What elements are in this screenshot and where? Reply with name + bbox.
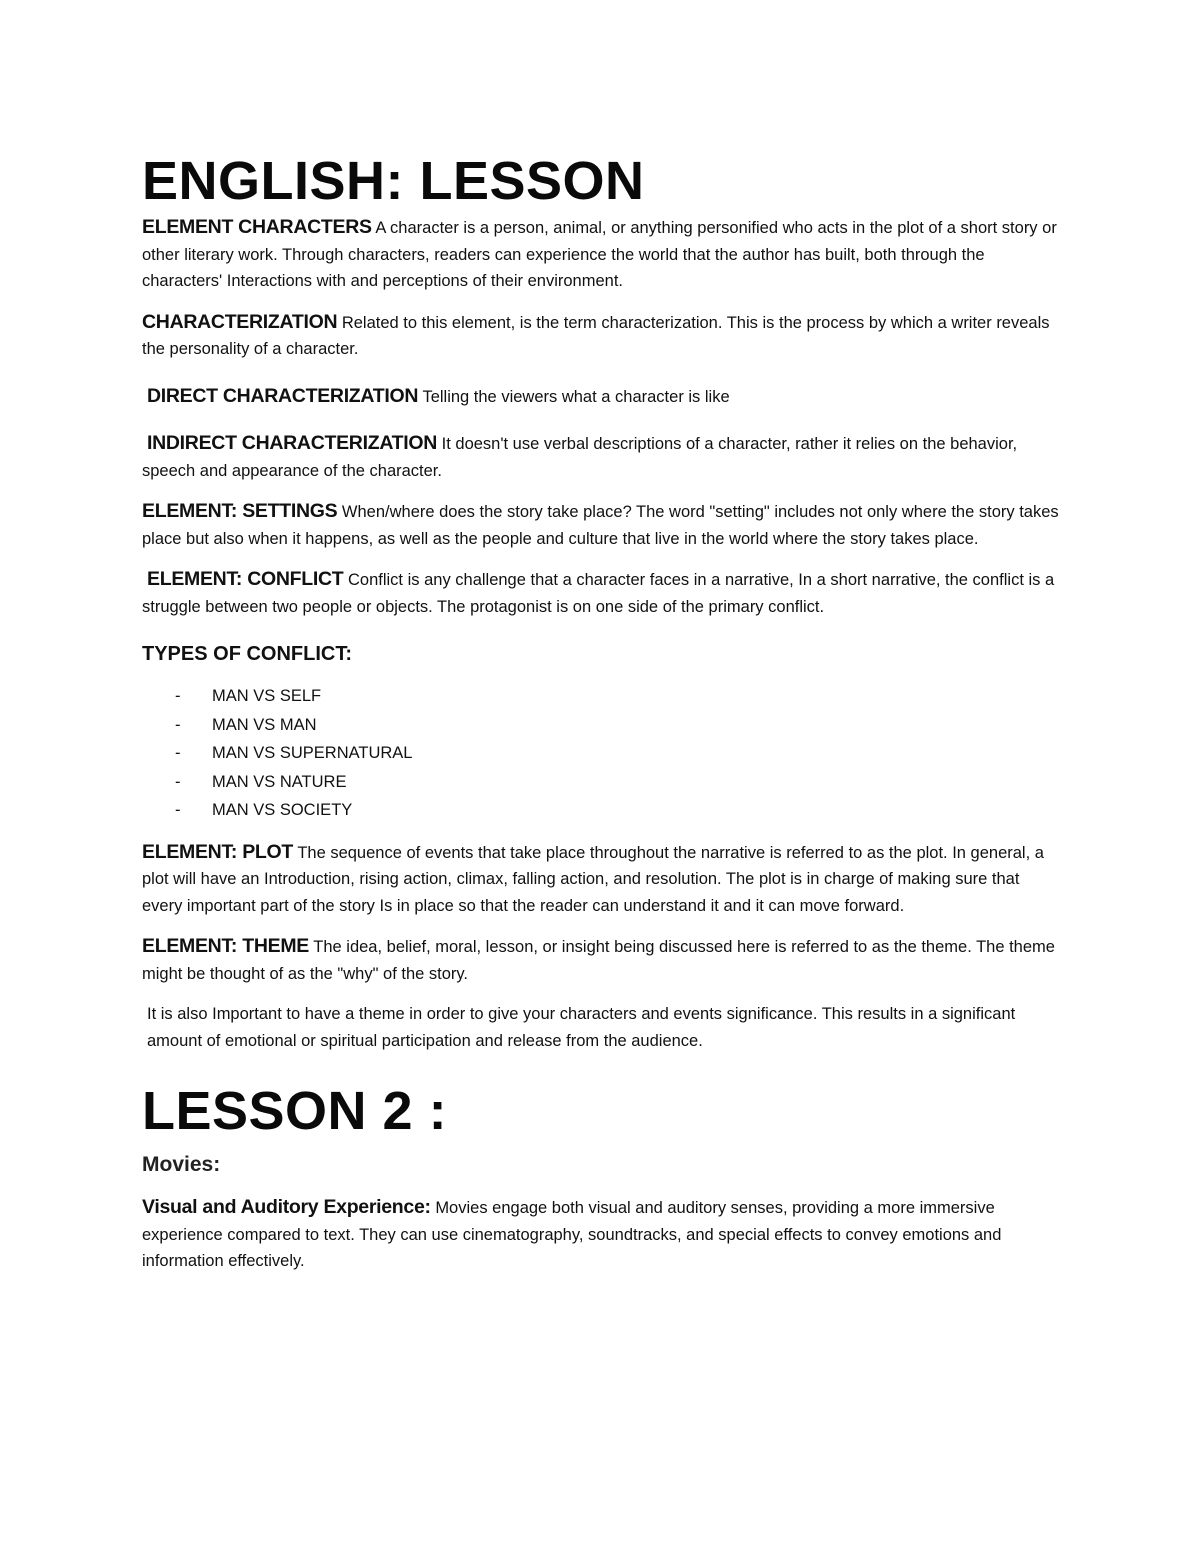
paragraph-conflict: [142, 566, 1062, 620]
types-of-conflict-heading: TYPES OF CONFLICT:: [142, 643, 352, 665]
text-settings: When/where does the story take place? The word "setting" includes not only where the story takes place but also when it happens, as well as the people and culture that live in the world where the story takes place.: [142, 503, 1059, 548]
text-theme: The idea, belief, moral, lesson, or insight being discussed here is referred to as the theme. The theme might be thought of as the "why" of the story.: [142, 938, 1055, 983]
term-plot: ELEMENT: PLOT: [142, 840, 294, 863]
dash-bullet: -: [175, 801, 181, 819]
text-visual-auditory: Movies engage both visual and auditory senses, providing a more immersive experience compared to text. They can use cinematography, soundtracks, and special effects to convey emotions and information effectively.: [142, 1199, 1002, 1270]
paragraph-theme-extra: It is also Important to have a theme in order to give your characters and events significance. This results in a significant amount of emotional or spiritual participation and release from the audience.: [147, 1005, 1016, 1050]
document-page: [142, 150, 1062, 1275]
text-direct: Telling the viewers what a character is like: [422, 387, 730, 406]
text-characterization: Related to this element, is the term characterization. This is the process by which a writer reveals the personality of a character.: [142, 313, 1050, 358]
dash-bullet: -: [175, 715, 181, 734]
paragraph-indirect: [142, 430, 1062, 484]
term-characterization: CHARACTERIZATION: [142, 310, 338, 333]
list-item-label: MAN VS SOCIETY: [212, 801, 353, 819]
text-indirect: It doesn't use verbal descriptions of a character, rather it relies on the behavior, speech and appearance of the character.: [142, 435, 1018, 480]
list-item-label: MAN VS SELF: [212, 687, 322, 705]
term-characters: ELEMENT CHARACTERS: [142, 216, 372, 238]
paragraph-characterization: [142, 309, 1062, 363]
term-theme: ELEMENT: THEME: [142, 935, 309, 957]
list-item: [142, 711, 1062, 740]
list-item-label: MAN VS NATURE: [212, 772, 347, 791]
dash-bullet: -: [175, 772, 181, 791]
term-visual-auditory: Visual and Auditory Experience:: [142, 1196, 431, 1218]
conflict-types-list: [142, 682, 1062, 825]
paragraph-settings: [142, 498, 1062, 552]
paragraph-plot: [142, 839, 1062, 920]
list-item-label: MAN VS SUPERNATURAL: [212, 744, 413, 762]
term-direct: DIRECT CHARACTERIZATION: [147, 384, 419, 407]
term-settings: ELEMENT: SETTINGS: [142, 500, 338, 522]
movies-heading: Movies:: [142, 1153, 221, 1176]
text-characters: A character is a person, animal, or anything personified who acts in the plot of a short story or other literary work. Through characters, readers can experience the world that the author has built, both through the characters' Interactions with and perceptions of their environment.: [142, 219, 1057, 290]
term-conflict: ELEMENT: CONFLICT: [147, 568, 344, 590]
paragraph-characters: [142, 214, 1062, 295]
paragraph-theme: [142, 933, 1062, 987]
list-item: [142, 796, 1062, 825]
list-item-label: MAN VS MAN: [212, 715, 317, 734]
paragraph-direct: [142, 383, 1062, 411]
list-item: [142, 682, 1062, 711]
list-item: [142, 768, 1062, 797]
text-plot: The sequence of events that take place throughout the narrative is referred to as the plot. In general, a plot will have an Introduction, rising action, climax, falling action, and resolution. The plot is in charge of making sure that every important part of the story Is in place so that the reader can understand it and it can move forward.: [142, 843, 1044, 915]
list-item: [142, 739, 1062, 768]
page-title: ENGLISH: LESSON: [142, 151, 645, 211]
paragraph-movies: [142, 1194, 1062, 1275]
dash-bullet: -: [175, 744, 181, 762]
text-conflict: Conflict is any challenge that a character faces in a narrative, In a short narrative, the conflict is a struggle between two people or objects. The protagonist is on one side of the primary conflict.: [142, 571, 1055, 616]
lesson-2-title: LESSON 2 :: [142, 1081, 448, 1141]
term-indirect: INDIRECT CHARACTERIZATION: [147, 432, 438, 454]
dash-bullet: -: [175, 687, 181, 705]
